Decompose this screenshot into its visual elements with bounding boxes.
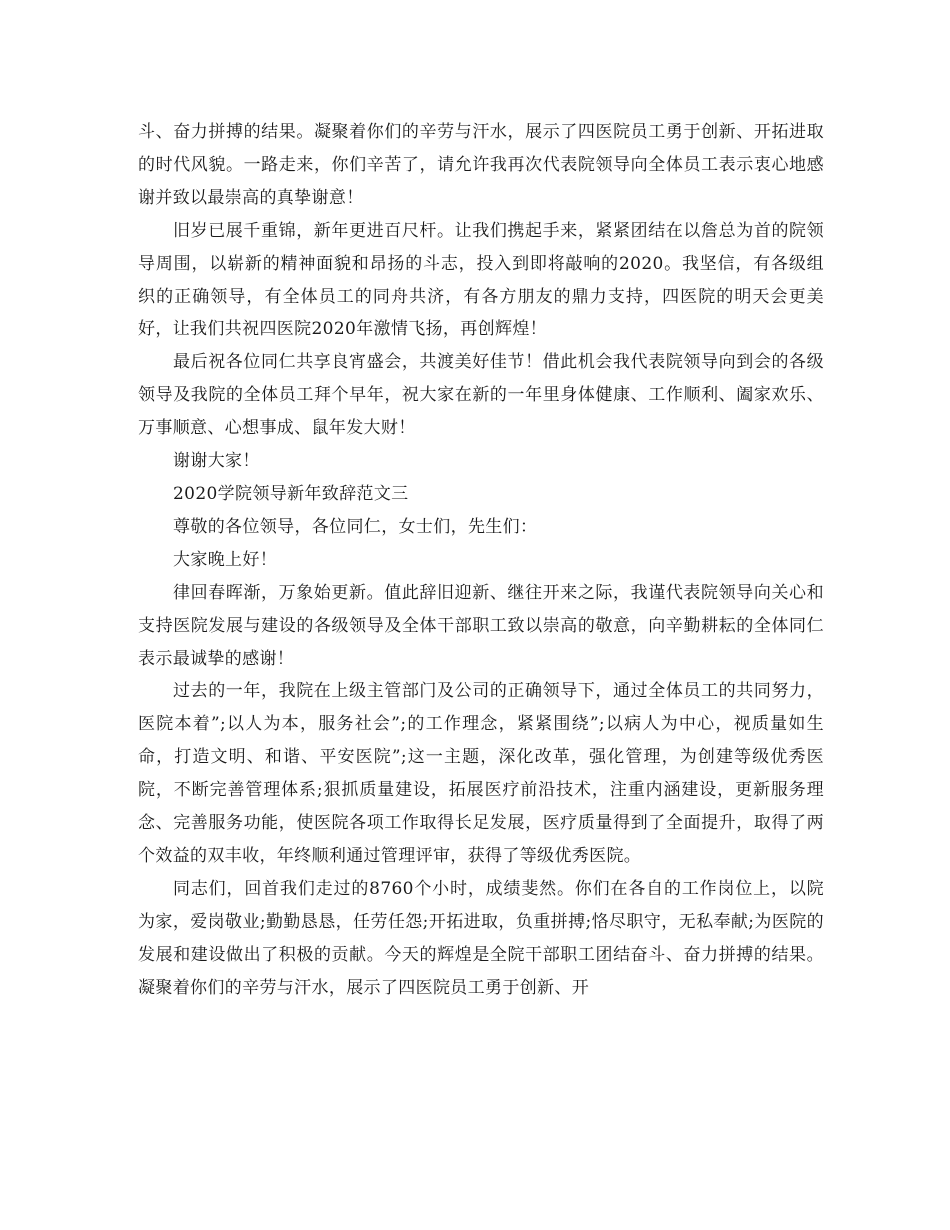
salutation: 尊敬的各位领导，各位同仁，女士们，先生们：: [173, 516, 538, 537]
paragraph-closing-wishes: 最后祝各位同仁共享良宵盛会，共渡美好佳节！借此机会我代表院领导向到会的各级领导及我院的全体员工拜个早年，祝大家在新的一年里身体健康、工作顺利、阖家欢乐、万事顺意、心想事成、鼠年发大财！: [138, 352, 824, 439]
paragraph-continuation: 斗、奋力拼搏的结果。凝聚着你们的辛劳与汗水，展示了四医院员工勇于创新、开拓进取的时代风貌。一路走来，你们辛苦了，请允许我再次代表院领导向全体员工表示衷心地感谢并致以最崇高的真挚谢意！: [138, 122, 824, 208]
section-heading: 2020学院领导新年致辞范文三: [173, 483, 409, 504]
paragraph-opening: 律回春晖渐，万象始更新。值此辞旧迎新、继往开来之际，我谨代表院领导向关心和支持医院发展与建设的各级领导及全体干部职工致以崇高的敬意，向辛勤耕耘的全体同仁表示最诚挚的感谢！: [138, 582, 824, 669]
paragraph-comrades: 同志们，回首我们走过的8760个小时，成绩斐然。你们在各自的工作岗位上，以院为家，爱岗敬业;勤勤恳恳，任劳任怨;开拓进取，负重拼搏;恪尽职守，无私奉献;为医院的发展和建设做出了积极的贡献。今天的辉煌是全院干部职工团结奋斗、奋力拼搏的结果。凝聚着你们的辛劳与汗水，展示了四医院员工勇于创新、开: [138, 878, 824, 998]
document-body: [138, 116, 824, 1004]
paragraph-thanks: 谢谢大家！: [173, 451, 260, 472]
greeting: 大家晚上好！: [173, 549, 278, 570]
paragraph-past-year: 过去的一年，我院在上级主管部门及公司的正确领导下，通过全体员工的共同努力，医院本着”;以人为本，服务社会”;的工作理念，紧紧围绕”;以病人为中心，视质量如生命，打造文明、和谐、平安医院”;这一主题，深化改革，强化管理，为创建等级优秀医院，不断完善管理体系;狠抓质量建设，拓展医疗前沿技术，注重内涵建设，更新服务理念、完善服务功能，使医院各项工作取得长足发展，医疗质量得到了全面提升，取得了两个效益的双丰收，年终顺利通过管理评审，获得了等级优秀医院。: [138, 681, 824, 866]
paragraph-new-year-outlook: 旧岁已展千重锦，新年更进百尺杆。让我们携起手来，紧紧团结在以詹总为首的院领导周围，以崭新的精神面貌和昂扬的斗志，投入到即将敲响的2020。我坚信，有各级组织的正确领导，有全体员工的同舟共济，有各方朋友的鼎力支持，四医院的明天会更美好，让我们共祝四医院2020年激情飞扬，再创辉煌！: [138, 220, 824, 340]
